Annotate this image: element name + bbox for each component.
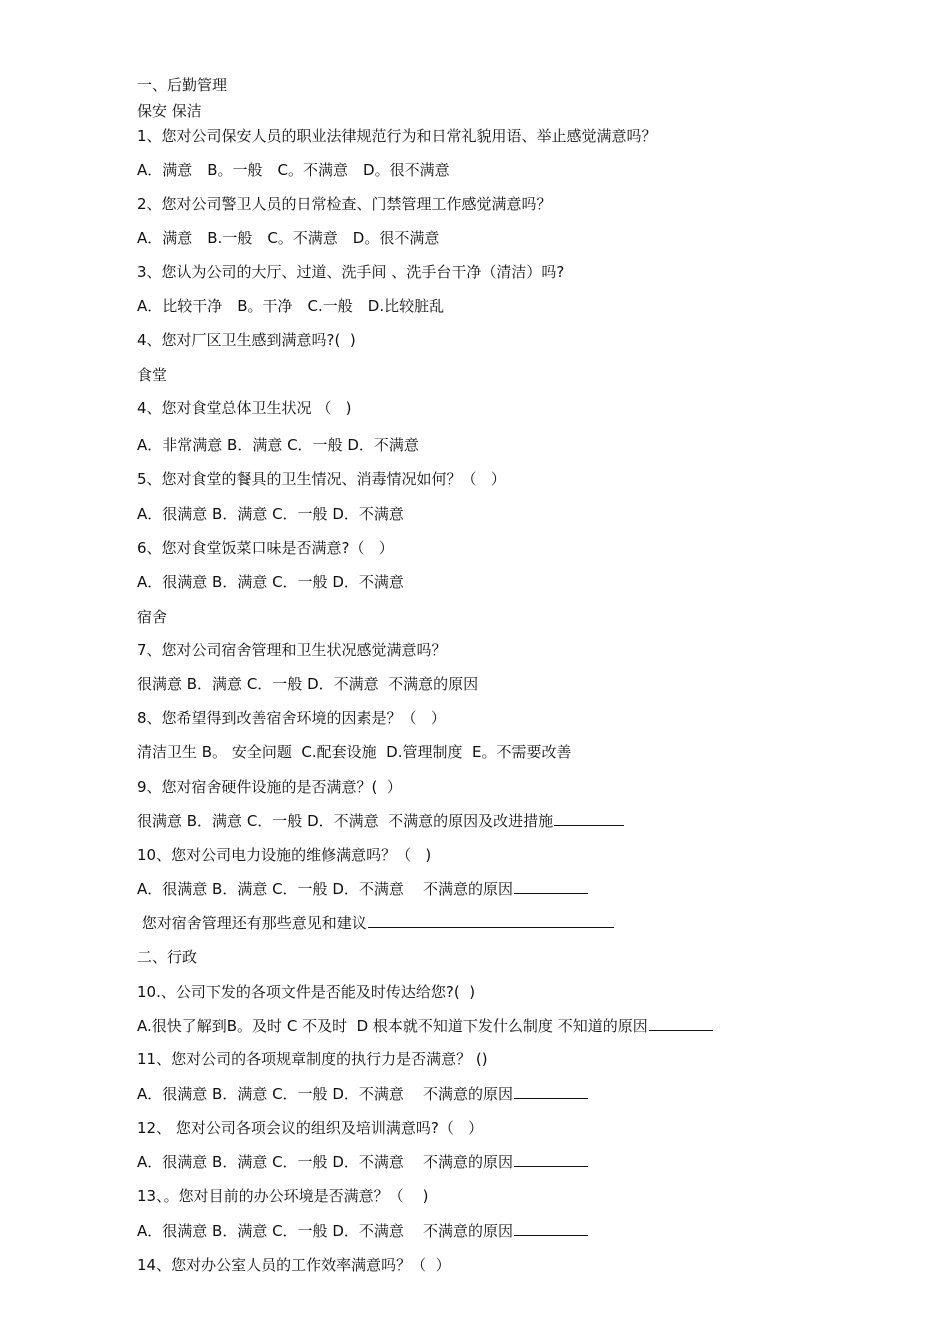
answer-blank[interactable]	[554, 811, 624, 826]
options-7: 很满意 B．满意 C．一般 D．不满意 不满意的原因	[137, 675, 479, 693]
subsection-canteen: 食堂	[137, 366, 168, 384]
question-11: 11、您对公司的各项规章制度的执行力是否满意？ ()	[137, 1050, 488, 1068]
question-3: 3、您认为公司的大厅、过道、洗手间 、洗手台干净（清洁）吗?	[137, 263, 565, 281]
options-9: 很满意 B．满意 C．一般 D．不满意 不满意的原因及改进措施	[137, 812, 554, 830]
answer-blank[interactable]	[514, 1152, 588, 1167]
dormitory-suggestion-row	[137, 913, 614, 933]
question-2: 2、您对公司警卫人员的日常检查、门禁管理工作感觉满意吗？	[137, 195, 552, 213]
answer-blank[interactable]	[514, 1221, 588, 1236]
question-10: 10、您对公司电力设施的维修满意吗？（ )	[137, 846, 432, 864]
options-8: 清洁卫生 B。 安全问题 C.配套设施 D.管理制度 E。不需要改善	[137, 743, 572, 761]
question-8: 8、您希望得到改善宿舍环境的因素是？（ ）	[137, 709, 446, 727]
options-6: A．很满意 B．满意 C．一般 D．不满意	[137, 573, 404, 591]
options-13: A．很满意 B．满意 C．一般 D．不满意 不满意的原因	[137, 1222, 513, 1240]
options-9-row	[137, 811, 624, 831]
question-6: 6、您对食堂饭菜口味是否满意?（ ）	[137, 539, 394, 557]
subsection-security-cleaning: 保安 保洁	[137, 102, 202, 120]
options-canteen-4: A．非常满意 B．满意 C．一般 D．不满意	[137, 436, 419, 454]
question-canteen-4: 4、您对食堂总体卫生状况 （ )	[137, 399, 352, 417]
subsection-dormitory: 宿舍	[137, 608, 168, 626]
options-11: A．很满意 B．满意 C．一般 D．不满意 不满意的原因	[137, 1085, 513, 1103]
dormitory-suggestion-prompt: 您对宿舍管理还有那些意见和建议	[137, 914, 367, 932]
question-12: 12、 您对公司各项会议的组织及培训满意吗?（ ）	[137, 1119, 484, 1137]
answer-blank[interactable]	[649, 1016, 713, 1031]
options-13-row	[137, 1221, 588, 1241]
answer-blank[interactable]	[514, 1084, 588, 1099]
answer-blank[interactable]	[368, 913, 614, 928]
options-2: A．满意 B.一般 C。不满意 D。很不满意	[137, 229, 440, 247]
question-4: 4、您对厂区卫生感到满意吗?( )	[137, 331, 356, 349]
options-admin-10: A.很快了解到B。及时 C 不及时 D 根本就不知道下发什么制度 不知道的原因	[137, 1017, 648, 1035]
section-heading-administration: 二、行政	[137, 948, 198, 966]
answer-blank[interactable]	[514, 879, 588, 894]
options-10: A．很满意 B．满意 C．一般 D．不满意 不满意的原因	[137, 880, 513, 898]
question-13: 13、。您对目前的办公环境是否满意？（ )	[137, 1187, 429, 1205]
options-10-row	[137, 879, 588, 899]
options-5: A．很满意 B．满意 C．一般 D．不满意	[137, 505, 404, 523]
question-14: 14、您对办公室人员的工作效率满意吗？（ ）	[137, 1256, 451, 1274]
options-admin-10-row	[137, 1016, 713, 1036]
question-5: 5、您对食堂的餐具的卫生情况、消毒情况如何？（ ）	[137, 470, 506, 488]
options-1: A．满意 B。一般 C。不满意 D。很不满意	[137, 161, 450, 179]
section-heading-logistics: 一、后勤管理	[137, 76, 228, 94]
question-9: 9、您对宿舍硬件设施的是否满意？( ）	[137, 778, 402, 796]
options-3: A．比较干净 B。干净 C.一般 D.比较脏乱	[137, 297, 445, 315]
question-admin-10: 10.、公司下发的各项文件是否能及时传达给您?( )	[137, 983, 476, 1001]
question-1: 1、您对公司保安人员的职业法律规范行为和日常礼貌用语、举止感觉满意吗？	[137, 127, 657, 145]
options-12-row	[137, 1152, 588, 1172]
options-12: A．很满意 B．满意 C．一般 D．不满意 不满意的原因	[137, 1153, 513, 1171]
question-7: 7、您对公司宿舍管理和卫生状况感觉满意吗？	[137, 641, 447, 659]
options-11-row	[137, 1084, 588, 1104]
